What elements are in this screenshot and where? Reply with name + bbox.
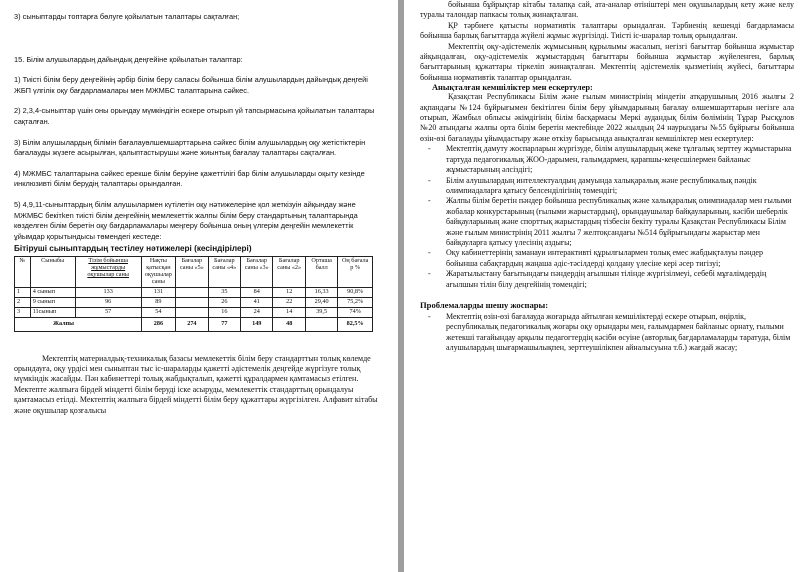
table-cell: 149 <box>241 317 273 331</box>
requirement-4: 4) МЖМБС талаптарына сәйкес ерекше білім беруіне қажеттілігі бар білім алушыларды оқыту кезінде инклюзивті білім берудің талаптары орындалған. <box>14 168 365 189</box>
table-cell: 57 <box>75 307 141 317</box>
table-cell: 89 <box>141 297 176 307</box>
list-item-text: Білім алушылардың интеллектуалдың дамуында халықаралық және республикалық пәндік олимпиадаларға қатысу белсенділігінің төмендігі; <box>446 175 757 195</box>
table-cell: 4 сынып <box>30 287 75 297</box>
table-cell: 16 <box>208 307 240 317</box>
requirement-3: 3) Білім алушылардың білімін бағалауөлшемшарттарына сәйкес білім алушылардың оқу жетістіктерін бағалауды жүзеге асырылған, қалыптастырушы және жиынтық бағалау талаптары сақталған. <box>14 137 366 158</box>
table-row <box>15 287 373 297</box>
table-cell: 286 <box>141 317 176 331</box>
paragraph: Мектепте жалпыға бірдей міндетті білім беруді іске асыруды, мемлекеттік стандарттың орындалуы қамтамасыз етілді. Мектептің жалпыға бірдей міндетті білім беру құжаттары жүргізілген. Алфавит кітабы және оқушылар қозғалысы <box>14 384 378 415</box>
requirement-2: 2) 2,3,4-сыныптар үшін оны орындау мүмкіндігін ескере отырып үй тапсырмасына қойылатын талаптары сақталған. <box>14 106 375 126</box>
section-heading-deficiencies: Анықталған кемшіліктер мен ескертулер: <box>432 83 593 93</box>
document-page-right <box>404 0 810 572</box>
paragraph: Қазақстан Республикасы Білім және ғылым министрінің міндетін атқарушының 2016 жылғы 2 ақпандағы №124 бұйрығымен бекітілген білім беру ұйымдарының бағалау өлшемшарттарын негізге ала отырып, Жамбыл облысы әкімдігінің білім басқармасы Меркі аудандық білім бөлімінің Тұрар Рысқұлов №20 атындағы жалпы орта білім беретін мектебінде 2022 жылдың 24 наурыздағы №55 бұйрығы бойынша өзін-өзі бағалауды ұйымдастыру және өткізу барысында анықталған кемшіліктер мен ескертулер: <box>420 92 794 143</box>
section-15-heading: 15. Білім алушылардың дайындық деңгейіне қойылатын талаптар: <box>14 54 243 64</box>
table-cell: 2 <box>15 297 31 307</box>
table-cell: 22 <box>273 297 305 307</box>
header-cell: Сыныбы <box>30 257 75 288</box>
table-total-row <box>15 317 373 331</box>
table-cell: 274 <box>176 317 208 331</box>
total-label: Жалпы <box>15 317 142 331</box>
section-heading-solutions: Проблемаларды шешу жоспары: <box>420 299 549 310</box>
header-cell: Бағалар саны «2» <box>273 257 305 288</box>
table-cell: 26 <box>208 297 240 307</box>
deficiencies-list <box>420 144 794 290</box>
table-cell <box>305 317 337 331</box>
table-row <box>15 307 373 317</box>
table-cell: 11сынып <box>30 307 75 317</box>
list-item <box>420 248 794 269</box>
table-cell: 39,5 <box>305 307 337 317</box>
header-cell: Бағалар саны «4» <box>208 257 240 288</box>
list-item-text: Жалпы білім беретін пәндер бойынша республикалық және халықаралық олимпиадалар мен ғылыми жобалар конкурстарының (ғылыми жарыстардың), орындаушылар байқауларының, кәсіби шеберлік байқауларының және спорттық жарыстардың тізбесін бекіту туралы Қазақстан Республикасы Білім және ғылым министрінің 2011 жылғы 7 желтоқсандағы №514 бұйрығындағы жарыстар мен байқауларға қатысу үлесінің аздығы; <box>446 196 792 247</box>
header-cell: Бағалар саны «5» <box>176 257 208 288</box>
table-cell: 77 <box>208 317 240 331</box>
header-cell: № <box>15 257 31 288</box>
table-cell: 48 <box>273 317 305 331</box>
header-cell: Оң бағала р % <box>338 257 373 288</box>
list-item-text: Мектептің өзін-өзі бағалауда жоғарыда айтылған кемшіліктерді ескере отырып, өңірлік, республикалық педагогикалық жоғары оқу орындары мен, ғалымдармен байланыс орнату, ғылыми жетекші тағайындау арқылы педагогтердің кәсіби өсуіне (авторлық бағдарламаларды таратуда, білім алушылардың шығармашылықпен, зерттеушілікпен айналысуына т.б.) жағдай жасау; <box>446 311 791 353</box>
list-item-text: Оқу кабинеттерінің заманауи интерактивті құрылғылармен толық емес жабдықталуы пәндер бойынша сабақтардың жаңаша әдіс-тәсілдерді қолдану үлесіне кері әсер тигізуі; <box>446 248 763 268</box>
bullet-dash: - <box>428 311 431 321</box>
table-cell: 133 <box>75 287 141 297</box>
table-cell: 3 <box>15 307 31 317</box>
table-cell: 96 <box>75 297 141 307</box>
table-cell: 12 <box>273 287 305 297</box>
table-cell: 29,40 <box>305 297 337 307</box>
table-cell <box>176 307 208 317</box>
bullet-dash: - <box>428 269 431 279</box>
header-cell: Нақты қатысқан оқушылар саны <box>141 257 176 288</box>
table-cell: 74% <box>338 307 373 317</box>
table-cell: 16,33 <box>305 287 337 297</box>
list-item <box>420 176 794 197</box>
paragraph-item-3: 3) сыныптарды топтарға бөлуге қойылатын талаптары сақталған; <box>14 12 240 21</box>
table-cell: 35 <box>208 287 240 297</box>
table-cell: 131 <box>141 287 176 297</box>
bullet-dash: - <box>428 175 431 185</box>
bullet-dash: - <box>428 196 431 206</box>
table-cell: 9 сынып <box>30 297 75 307</box>
header-cell: Тізім бойынша жұмыстарды оқушылар саны <box>75 257 141 288</box>
table-cell: 90,8% <box>338 287 373 297</box>
table-cell: 84 <box>241 287 273 297</box>
list-item <box>420 196 794 248</box>
table-cell: 41 <box>241 297 273 307</box>
list-item-text: Мектептің дамуту жоспарларын жүргізуде, білім алушылардың жеке тұлғалық зерттеу жұмыстарына тартуда педагогикалық ЖОО-дарымен, ғалымдармен, қарапшы-кеңесшілермен байланыс жұмыстарының әлсіздігі; <box>446 144 792 175</box>
header-cell: Орташа балл <box>305 257 337 288</box>
table-row <box>15 297 373 307</box>
paragraph: Мектептің оқу-әдістемелік жұмысының құрылымы жасалып, негізгі бағыттар бойынша жұмыстар айқындалған, оқу-әдістемелік жұмыстардың бағыттары бойынша жұмыстар жүйеленген, барлық бағыттарының құжаттары тіркеліп жинақталған. Мектептің әдістемелік қызметінің жүйесі, бағыттары бойынша нормативтік талаптар орындалған. <box>420 41 794 82</box>
table-cell: 82,5% <box>338 317 373 331</box>
requirement-1: 1) Тиісті білім беру деңгейінің әрбір білім беру саласы бойынша білім алушылардың дайындық деңгейі ЖБП үлгілік оқу бағдарламалары мен МЖМБС талаптарына сәйкес. <box>14 75 368 95</box>
list-item <box>420 144 794 175</box>
bullet-dash: - <box>428 144 431 154</box>
list-item <box>420 269 794 290</box>
table-cell: 1 <box>15 287 31 297</box>
table-cell: 75,2% <box>338 297 373 307</box>
table-cell: 14 <box>273 307 305 317</box>
table-title: Бітіруші сыныптардың тестілеу нәтижелері (кесіндірілері) <box>14 244 252 254</box>
header-cell: Бағалар саны «3» <box>241 257 273 288</box>
bullet-dash: - <box>428 248 431 258</box>
left-bottom-block <box>14 354 384 416</box>
paragraph: бойынша бұйрықтар кітабы талапқа сай, ата-аналар өтініштері мен оқушылардың кету және келу туралы талондар папкасы толық жинақталған. <box>420 0 794 20</box>
list-item <box>420 312 794 354</box>
list-item-text: Жаратылыстану бағытындағы пәндердің ағылшын тілінде жүргізілмеуі, себебі мұғалімдердің ағылшын тілін білу деңгейінің төмендігі; <box>446 269 767 289</box>
document-page-left <box>0 0 398 572</box>
table-cell <box>176 287 208 297</box>
table-cell: 54 <box>141 307 176 317</box>
table-cell <box>176 297 208 307</box>
paragraph: Мектептің материалдық-техникалық базасы мемлекеттік білім беру стандарттын толық көлемде орындауға, оқу үрдісі мен сыныптан тыс іс-шараларды қажетті әдістемелік деңгейде жүргізуге толық мүмкіндік жасайды. Пән кабинеттері толық жабдықталып, қажетті құралдармен қамтамасыз етілген. <box>14 353 371 384</box>
table-cell: 24 <box>241 307 273 317</box>
solutions-list <box>420 312 794 354</box>
table-header-row <box>15 257 373 288</box>
requirement-5: 5) 4,9,11-сыныптардың білім алушылармен күтілетін оқу нәтижелеріне қол жеткізуін айқындау және МЖМБС бекітken тиісті білім деңгейінің мемлекеттік жалпы білім беру стандартының талаптарында көзделген білім беретін оқу бағдарламалары меңгеру бойынша оның үлгерім деңгейін мемлекеттік ұйымдар қорытындысы төмендегі кестеде: <box>14 199 358 241</box>
paragraph: ҚР тәрбиеге қатысты нормативтік талаптары орындалған. Тәрбиенің кешенді бағдарламасы бойынша барлық бағыттарда жүйелі жұмыс жүргізілді. Тиісті іс-шаралар толық орындалған. <box>420 20 794 41</box>
results-table <box>14 256 373 331</box>
